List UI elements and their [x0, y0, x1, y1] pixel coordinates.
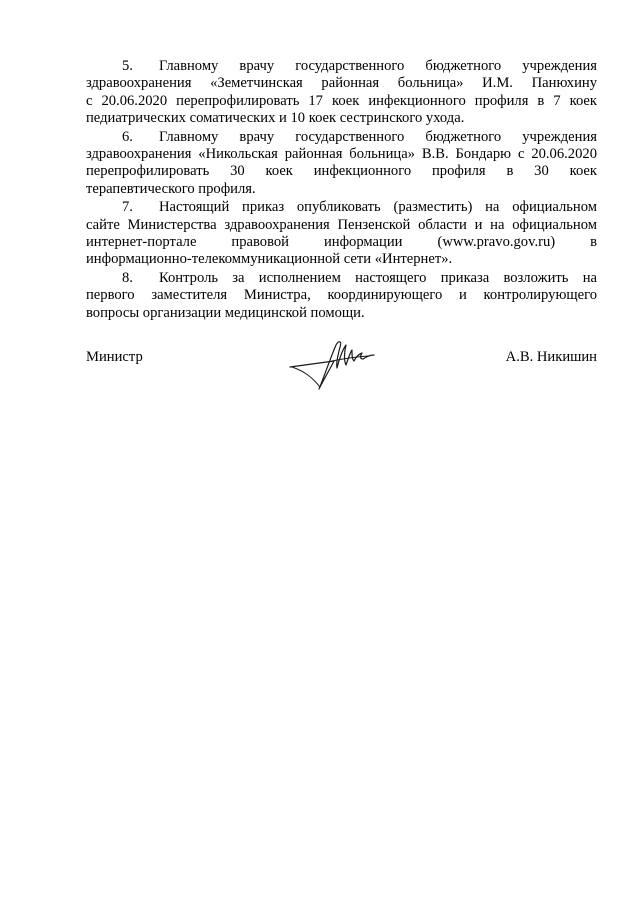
item-6: [86, 129, 597, 198]
item-line: с 20.06.2020 перепрофилировать 17 коек инфекционного профиля в 7 коек: [86, 92, 597, 109]
signature-block: [86, 349, 597, 409]
item-line: вопросы организации медицинской помощи.: [86, 304, 365, 321]
item-line: Главному врачу государственного бюджетного учреждения: [159, 128, 597, 145]
item-line: интернет-портале правовой информации (www.pravo.gov.ru) в: [86, 233, 597, 250]
item-line: педиатрических соматических и 10 коек сестринского ухода.: [86, 109, 465, 126]
item-line: информационно-телекоммуникационной сети «Интернет».: [86, 251, 453, 268]
item-8: [86, 270, 597, 322]
item-line: Настоящий приказ опубликовать (разместить) на официальном: [159, 199, 597, 216]
item-line: терапевтического профиля.: [86, 180, 256, 197]
item-number: 8.: [122, 270, 133, 287]
item-number: 7.: [122, 199, 133, 216]
item-line: первого заместителя Министра, координирующего и контролирующего: [86, 287, 597, 304]
signatory-title: Министр: [86, 349, 143, 365]
item-number: 5.: [122, 58, 133, 74]
item-line: сайте Министерства здравоохранения Пензенской области и на официальном: [86, 216, 597, 233]
item-line: здравоохранения «Земетчинская районная больница» И.М. Панюхину: [86, 75, 597, 92]
item-line: Контроль за исполнением настоящего приказа возложить на: [159, 270, 597, 287]
document-body: [86, 58, 597, 323]
signature-image: [286, 337, 386, 393]
item-line: Главному врачу государственного бюджетного учреждения: [159, 58, 597, 74]
item-5: [86, 58, 597, 127]
item-7: [86, 199, 597, 268]
item-number: 6.: [122, 128, 133, 145]
item-line: перепрофилировать 30 коек инфекционного профиля в 30 коек: [86, 163, 597, 180]
signatory-name: А.В. Никишин: [505, 349, 597, 365]
item-line: здравоохранения «Никольская районная больница» В.В. Бондарю с 20.06.2020: [86, 145, 597, 162]
